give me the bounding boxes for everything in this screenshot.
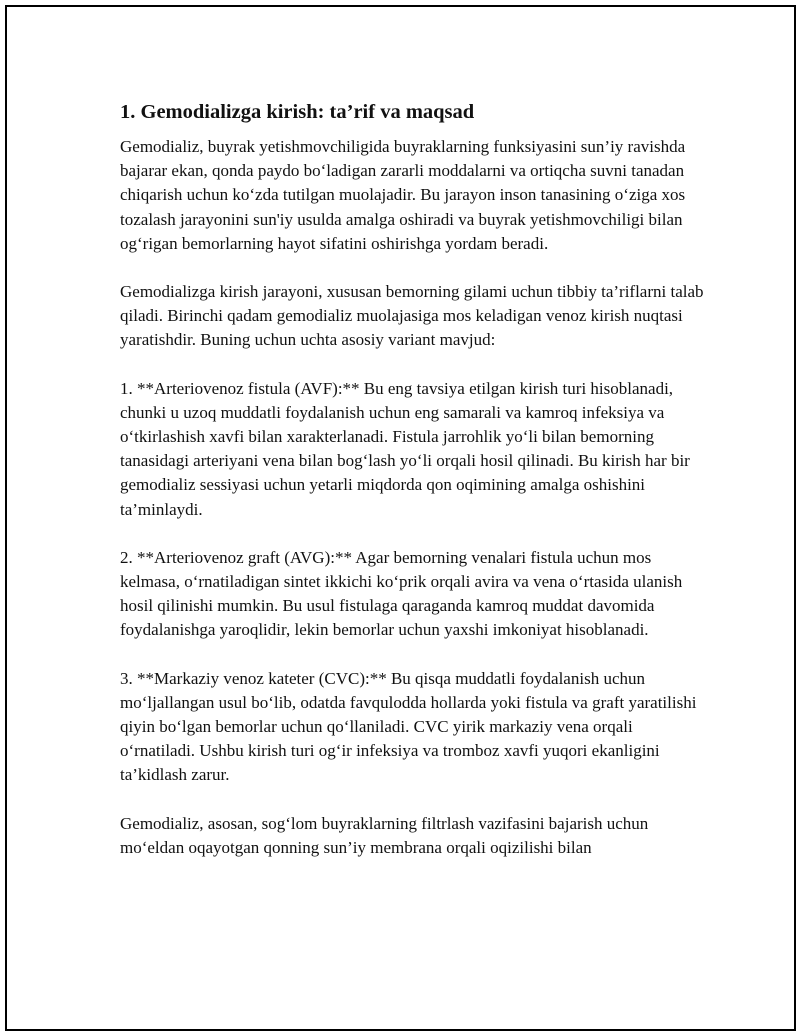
paragraph-intro-definition: Gemodializ, buyrak yetishmovchiligida buyraklarning funksiyasini sun’iy ravishda bajarar ekan, qonda paydo bo‘ladigan zararli moddalarni va ortiqcha suvni tanadan chiqarish uchun ko‘zda tutilgan muolajadir. Bu jarayon inson tanasining o‘ziga xos tozalash jarayonini sun'iy usulda amalga oshiradi va buyrak yetishmovchiligi bilan og‘rigan bemorlarning hayot sifatini oshirishga yordam beradi. [120,137,686,253]
paragraph-mechanism: Gemodializ, asosan, sog‘lom buyraklarning filtrlash vazifasini bajarish uchun mo‘eldan oqayotgan qonning sun’iy membrana orqali oqizilishi bilan [120,813,649,857]
paragraph-cvc: 3. **Markaziy venoz kateter (CVC):** Bu qisqa muddatli foydalanish uchun mo‘ljallangan usul bo‘lib, odatda favqulodda hollarda yoki fistula va graft yaratilishi qiyin bo‘lgan bemorlar uchun qo‘llaniladi. CVC yirik markaziy vena orqali o‘rnatiladi. Ushbu kirish turi og‘ir infeksiya va tromboz xavfi yuqori ekanligini ta’kidlash zarur. [120,668,697,785]
paragraph-avf: 1. **Arteriovenoz fistula (AVF):** Bu eng tavsiya etilgan kirish turi hisoblanadi, chunki u uzoq muddatli foydalanish uchun eng samarali va kamroq infeksiya va o‘tkirlashish xavfi bilan xarakterlanadi. Fistula jarrohlik yo‘li bilan bemorning tanasidagi arteriyani vena bilan bog‘lash yo‘li orqali hosil qilinadi. Bu kirish har bir gemodializ sessiyasi uchun yetarli miqdorda qon oqimining amalga oshishini ta’minlaydi. [120,378,690,519]
document-title: 1. Gemodializga kirish: ta’rif va maqsad [120,101,475,123]
paragraph-avg: 2. **Arteriovenoz graft (AVG):** Agar bemorning venalari fistula uchun mos kelmasa, o‘rnatiladigan sintet ikkichi ko‘prik orqali avira va vena o‘rtasida ulanish hosil qilinishi mumkin. Bu usul fistulaga qaraganda kamroq muddat davomida foydalanishga yaroqlidir, lekin bemorlar uchun yaxshi imkoniyat hisoblanadi. [120,547,683,640]
paragraph-access-overview: Gemodializga kirish jarayoni, xususan bemorning gilami uchun tibbiy ta’riflarni talab qiladi. Birinchi qadam gemodializ muolajasiga mos keladigan venoz kirish nuqtasi yaratishdir. Buning uchun uchta asosiy variant mavjud: [120,282,704,350]
document-body [120,99,705,884]
page-frame [5,5,796,1031]
